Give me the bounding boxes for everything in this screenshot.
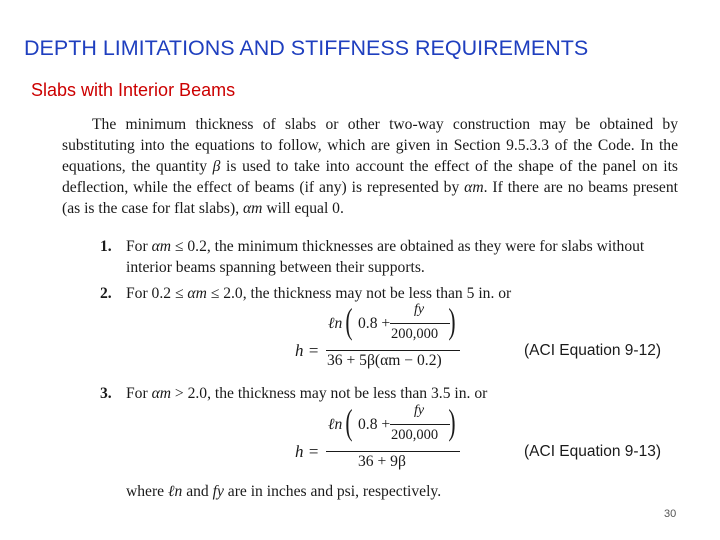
eq-lhs: h = [295,341,320,360]
eq-ln: ℓn [328,416,343,433]
item-text-2: ≤ 2.0, the thickness may not be less than 5 in. or [206,285,512,302]
list-item-number: 1. [100,238,112,255]
eq-inner-fraction-line [390,424,450,425]
eq-denominator: 36 + 5β(αm − 0.2) [327,352,442,369]
alpha-m-symbol: αm [464,179,484,196]
eq-label: (ACI Equation 9-12) [524,342,661,359]
alpha-m-symbol: αm [187,285,207,302]
item-text-1: For [126,385,152,402]
ln-symbol: ℓn [168,483,183,500]
eq-paren-close: ) [448,402,456,442]
where-text-2: and [182,483,213,500]
where-text-3: are in inches and psi, respectively. [223,483,442,500]
list-item [100,383,680,404]
eq-paren-open: ( [345,301,353,341]
item-text-2: > 2.0, the thickness may not be less than 3.5 in. or [171,385,488,402]
eq-lhs: h = [295,442,320,461]
list-item [100,283,680,304]
fy-symbol: fy [212,483,224,500]
where-note [126,483,441,501]
item-text-2: ≤ 0.2, the minimum thicknesses are obtained as they were for slabs without interior beams spanning between their supports. [126,238,645,276]
intro-text-4: will equal 0. [262,200,344,217]
eq-inner-fraction-line [390,323,450,324]
eq-paren-open: ( [345,402,353,442]
eq-ln: ℓn [328,315,343,332]
page-number: 30 [664,508,677,520]
item-text-1: For [126,238,152,255]
eq-main-fraction-line [326,451,460,452]
eq-main-fraction-line [326,350,460,351]
eq-fy: fy [414,302,425,317]
eq-paren-close: ) [448,301,456,341]
intro-text-2: is used to take into account the effect of the shape of the panel on its deflection, while the effect of beams (if any) is represented by [62,158,678,196]
alpha-m-symbol: αm [151,385,172,402]
alpha-m-symbol: αm [151,238,172,255]
eq-num-a: 0.8 + [358,315,391,332]
eq-fy-den: 200,000 [391,427,439,443]
intro-text-3: . If there are no beams present (as is the case for flat slabs), [62,179,678,217]
intro-paragraph [62,114,678,219]
item-text-1: For 0.2 ≤ [126,285,188,302]
eq-fy: fy [414,403,425,418]
intro-text-1: The minimum thickness of slabs or other two-way construction may be obtained by substituting into the equations to follow, which are given in Section 9.5.3.3 of the Code. In the equations, the quantity [62,116,678,175]
eq-num-a: 0.8 + [358,416,391,433]
slide-title: DEPTH LIMITATIONS AND STIFFNESS REQUIREMENTS [24,36,589,60]
slide-subtitle: Slabs with Interior Beams [31,80,236,100]
beta-symbol: β [212,158,221,175]
eq-fy-den: 200,000 [391,326,439,342]
list-item [100,236,680,278]
list-item-number: 2. [100,285,112,302]
list-item-number: 3. [100,385,112,402]
eq-label: (ACI Equation 9-13) [524,443,661,460]
alpha-m-symbol: αm [243,200,263,217]
where-text-1: where [126,483,168,500]
eq-denominator: 36 + 9β [358,453,406,470]
